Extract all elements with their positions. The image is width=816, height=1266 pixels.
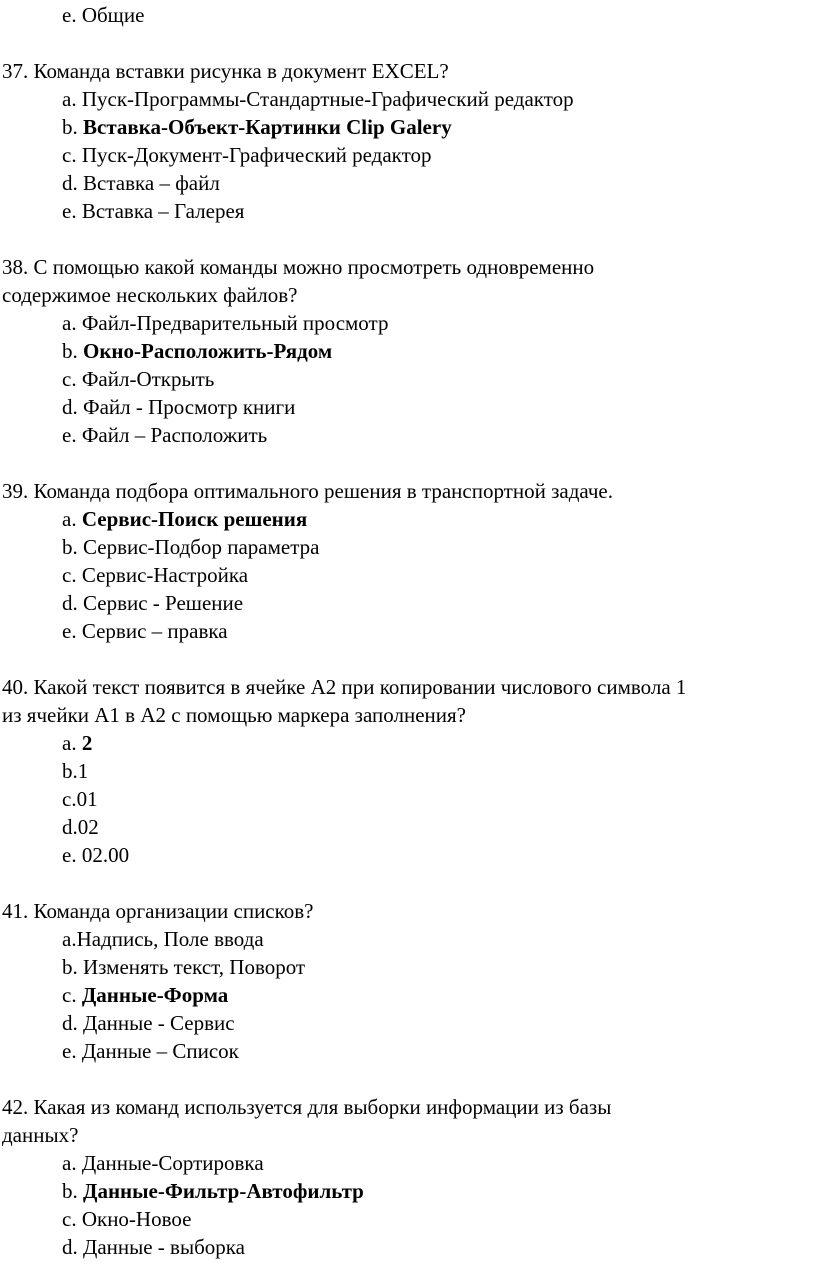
question-41-text: 41. Команда организации списков? [2, 899, 314, 923]
q40-option-d: d.02 [62, 815, 99, 839]
q37-option-c: c. Пуск-Документ-Графический редактор [62, 143, 432, 167]
question-38-text-line2: содержимое нескольких файлов? [2, 283, 298, 307]
q41-option-b: b. Изменять текст, Поворот [62, 955, 306, 979]
question-37-text: 37. Команда вставки рисунка в документ EXCEL? [2, 59, 449, 83]
prev-option-e: e. Общие [62, 3, 145, 27]
q39-option-b: b. Сервис-Подбор параметра [62, 535, 320, 559]
question-38-text-line1: 38. С помощью какой команды можно просмотреть одновременно [2, 255, 595, 279]
q41-option-d: d. Данные - Сервис [62, 1011, 235, 1035]
correct-answer: Окно-Расположить-Рядом [83, 339, 333, 363]
q37-option-d: d. Вставка – файл [62, 171, 220, 195]
q42-option-a: a. Данные-Сортировка [62, 1151, 264, 1175]
q39-option-e: e. Сервис – правка [62, 619, 228, 643]
question-42-text-line2: данных? [2, 1123, 79, 1147]
q38-option-e: e. Файл – Расположить [62, 423, 268, 447]
q37-option-b: b. Вставка-Объект-Картинки Clip Galery [62, 115, 452, 139]
q42-option-c: c. Окно-Новое [62, 1207, 192, 1231]
q40-option-b: b.1 [62, 759, 89, 783]
q40-option-c: c.01 [62, 787, 98, 811]
correct-answer: Данные-Форма [81, 983, 229, 1007]
correct-answer: 2 [81, 731, 93, 755]
q40-option-a: a. 2 [62, 731, 93, 755]
q38-option-a: a. Файл-Предварительный просмотр [62, 311, 389, 335]
q37-option-a: a. Пуск-Программы-Стандартные-Графический редактор [62, 87, 574, 111]
q41-option-c: c. Данные-Форма [62, 983, 229, 1007]
q41-option-a: a.Надпись, Поле ввода [62, 927, 264, 951]
q37-option-e: e. Вставка – Галерея [62, 199, 245, 223]
q38-option-d: d. Файл - Просмотр книги [62, 395, 296, 419]
q42-option-b: b. Данные-Фильтр-Автофильтр [62, 1179, 364, 1203]
q42-option-d: d. Данные - выборка [62, 1235, 245, 1259]
q39-option-d: d. Сервис - Решение [62, 591, 244, 615]
q39-option-c: c. Сервис-Настройка [62, 563, 249, 587]
question-40-text-line2: из ячейки А1 в А2 с помощью маркера заполнения? [2, 703, 466, 727]
correct-answer: Вставка-Объект-Картинки Clip Galery [83, 115, 452, 139]
q40-option-e: e. 02.00 [62, 843, 130, 867]
correct-answer: Сервис-Поиск решения [81, 507, 308, 531]
question-40-text-line1: 40. Какой текст появится в ячейке А2 при копировании числового символа 1 [2, 675, 687, 699]
correct-answer: Данные-Фильтр-Автофильтр [83, 1179, 364, 1203]
q38-option-b: b. Окно-Расположить-Рядом [62, 339, 333, 363]
q38-option-c: c. Файл-Открыть [62, 367, 215, 391]
q39-option-a: a. Сервис-Поиск решения [62, 507, 308, 531]
q41-option-e: e. Данные – Список [62, 1039, 239, 1063]
question-39-text: 39. Команда подбора оптимального решения в транспортной задаче. [2, 479, 613, 503]
question-42-text-line1: 42. Какая из команд используется для выборки информации из базы [2, 1095, 612, 1119]
